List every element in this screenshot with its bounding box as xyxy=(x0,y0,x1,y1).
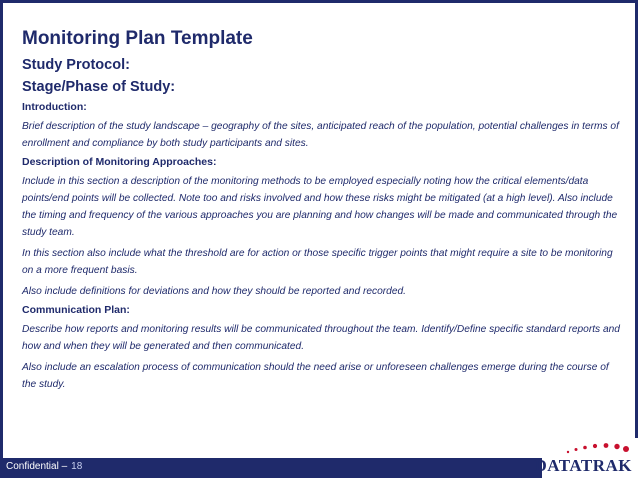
slide-title: Monitoring Plan Template xyxy=(22,28,253,49)
page-number: 18 xyxy=(71,461,83,472)
monitoring-paragraph: In this section also include what the threshold are for action or those specific trigger points that might require a site to be monitoring on a more frequent basis. xyxy=(22,248,613,276)
slide-content xyxy=(22,28,622,397)
datatrak-logo xyxy=(534,438,638,478)
confidential-label: Confidential – xyxy=(6,461,68,472)
introduction-text: Brief description of the study landscape – geography of the sites, anticipated reach of the population, potential challenges in terms of enrollment and compliance by both study participants and sites. xyxy=(22,121,619,149)
communication-plan-label: Communication Plan: xyxy=(22,304,130,316)
logo-text: DATATRAK xyxy=(534,456,632,475)
footer-confidential xyxy=(6,461,82,472)
study-protocol-heading: Study Protocol: xyxy=(22,57,130,73)
introduction-label: Introduction: xyxy=(22,101,87,113)
stage-phase-heading: Stage/Phase of Study: xyxy=(22,79,176,95)
monitoring-paragraph: Include in this section a description of the monitoring methods to be employed especially noting how the critical elements/data points/end points will be collected. Note too and risks involved and how these risks might be mitigated (at a high level). Also include the timing and frequency of the various approaches you are planning and how changes will be made and communicated through the study team. xyxy=(22,176,618,238)
monitoring-approaches-label: Description of Monitoring Approaches: xyxy=(22,156,217,168)
communication-paragraph: Describe how reports and monitoring results will be communicated throughout the team. Identify/Define specific standard reports and how and when they will be generated and then communicated. xyxy=(22,324,620,352)
communication-paragraph: Also include an escalation process of communication should the need arise or unforeseen challenges emerge during the course of the study. xyxy=(22,362,609,390)
monitoring-paragraph: Also include definitions for deviations and how they should be reported and recorded. xyxy=(22,286,406,297)
logo-dots-icon xyxy=(562,438,632,456)
